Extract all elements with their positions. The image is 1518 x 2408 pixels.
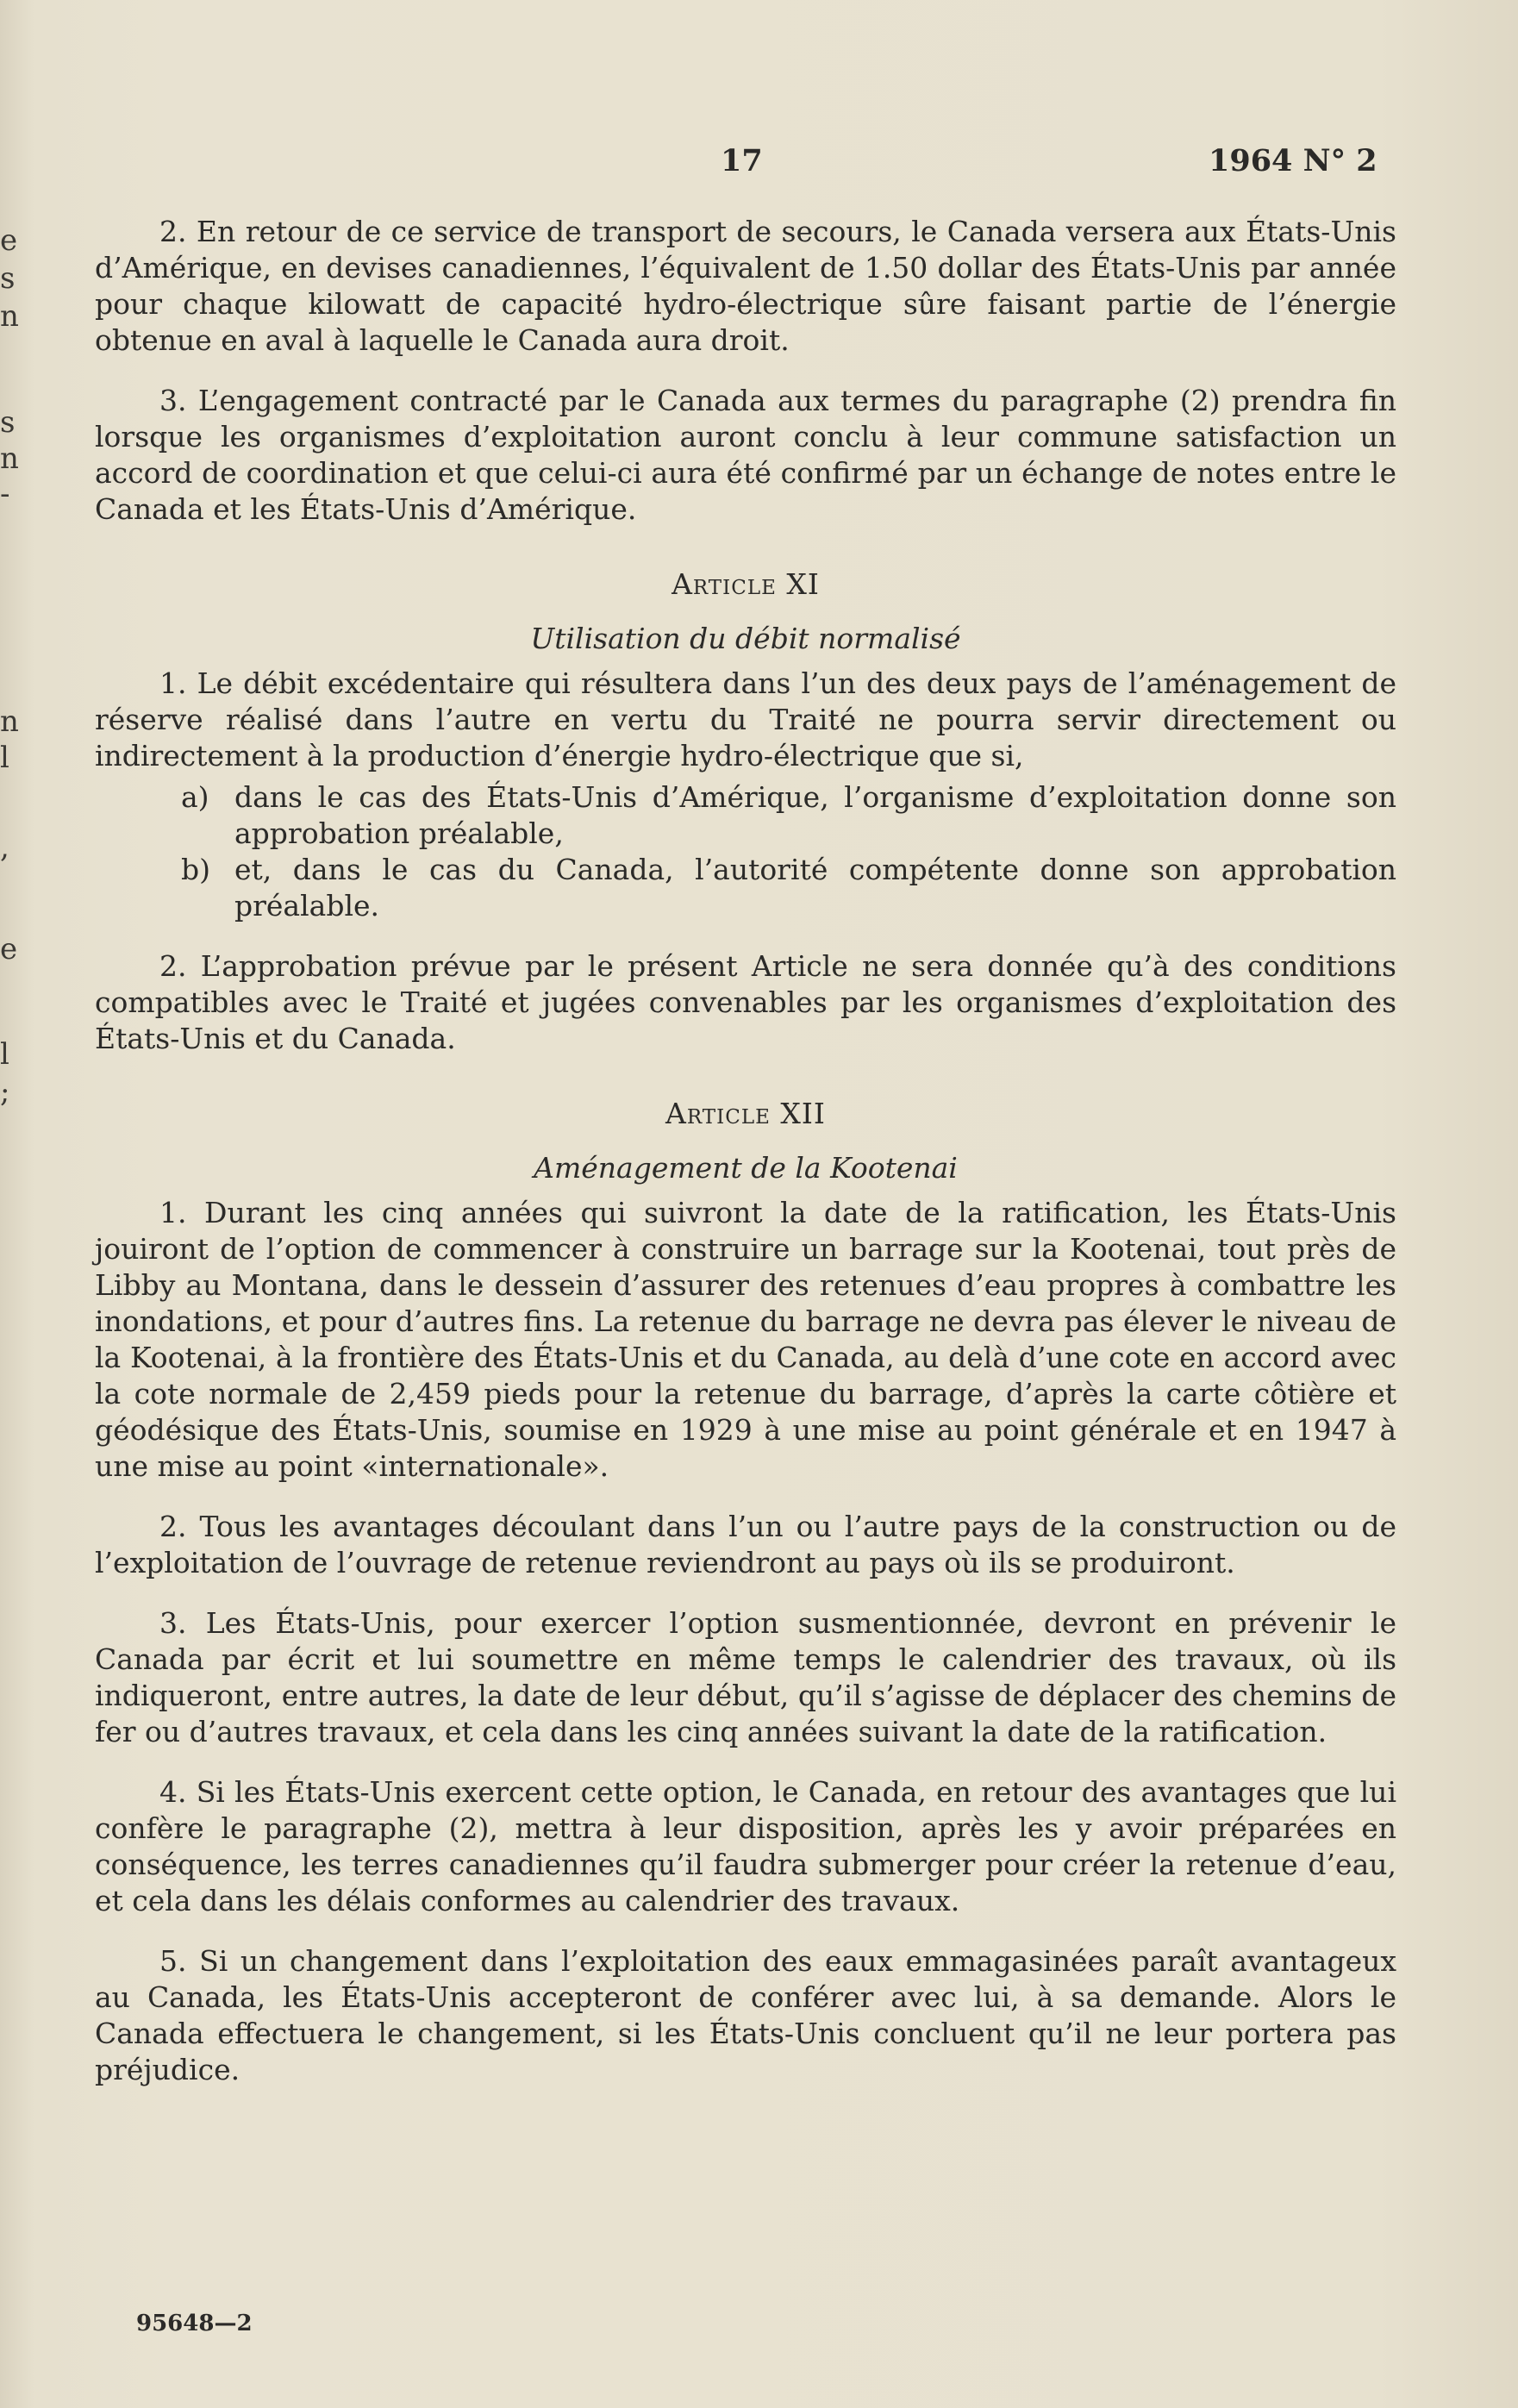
margin-mark: - <box>0 477 10 511</box>
article-heading: Article XI <box>672 567 820 601</box>
paragraph: 3. L’engagement contracté par le Canada aux termes du paragraphe (2) prendra fin lorsque les organismes d’exploitation auront conclu à leur commune satisfaction un accord de coordination et que celui-ci aura été confirmé par un échange de notes entre le Canada et les États-Unis d’Amérique. <box>95 384 1396 526</box>
article-title: Aménagement de la Kootenai <box>534 1151 958 1185</box>
paragraph: 1. Le débit excédentaire qui résultera dans l’un des deux pays de l’aménagement de réserve réalisé dans l’autre en vertu du Traité ne pourra servir directement ou indirectement à la production d’énergie hydro-électrique que si, <box>95 666 1396 772</box>
list-item-label: b) <box>181 853 210 886</box>
margin-mark: , <box>0 830 9 865</box>
margin-mark: l <box>0 1037 9 1072</box>
page-body <box>95 214 1396 2112</box>
left-margin-bleed <box>0 0 26 2408</box>
document-reference: 1964 N° 2 <box>1209 143 1377 178</box>
paragraph: 2. En retour de ce service de transport de secours, le Canada versera aux États-Unis d’Amérique, en devises canadiennes, l’équivalent de 1.50 dollar des États-Unis par année pour chaque kilowatt de capacité hydro-électrique sûre faisant partie de l’énergie obtenue en aval à laquelle le Canada aura droit. <box>95 215 1396 357</box>
margin-mark: s <box>0 261 16 296</box>
list-item <box>95 779 1396 852</box>
paragraph: 1. Durant les cinq années qui suivront la date de la ratification, les États-Unis jouiront de l’option de commencer à construire un barrage sur la Kootenai, tout près de Libby au Montana, dans le dessein d’assurer des retenues d’eau propres à combattre les inondations, et pour d’autres fins. La retenue du barrage ne devra pas élever le niveau de la Kootenai, à la frontière des États-Unis et du Canada, au delà d’une cote en accord avec la cote normale de 2,459 pieds pour la retenue du barrage, d’après la carte côtière et géodésique des États-Unis, soumise en 1929 à une mise au point générale et en 1947 à une mise au point «internationale». <box>95 1196 1396 1483</box>
list-item-text: et, dans le cas du Canada, l’autorité compétente donne son approbation préalable. <box>234 853 1396 923</box>
page-header <box>0 143 1518 186</box>
paragraph: 4. Si les États-Unis exercent cette option, le Canada, en retour des avantages que lui confère le paragraphe (2), mettra à leur disposition, après les y avoir préparées en conséquence, les terres canadiennes qu’il faudra submerger pour créer la retenue d’eau, et cela dans les délais conformes au calendrier des travaux. <box>95 1775 1396 1917</box>
list-item-text: dans le cas des États-Unis d’Amérique, l’organisme d’exploitation donne son approbation préalable, <box>234 780 1396 850</box>
margin-mark: ; <box>0 1075 10 1110</box>
page-number: 17 <box>721 143 763 178</box>
margin-mark: l <box>0 741 9 775</box>
margin-mark: n <box>0 704 19 739</box>
paragraph: 2. Tous les avantages découlant dans l’un ou l’autre pays de la construction ou de l’exploitation de l’ouvrage de retenue reviendront au pays où ils se produiront. <box>95 1510 1396 1579</box>
margin-mark: e <box>0 932 18 966</box>
paragraph: 2. L’approbation prévue par le présent Article ne sera donnée qu’à des conditions compatibles avec le Traité et jugées convenables par les organismes d’exploitation des États-Unis et du Canada. <box>95 949 1396 1055</box>
margin-mark: e <box>0 223 18 258</box>
item-list <box>95 779 1396 924</box>
list-item-label: a) <box>181 780 209 814</box>
margin-mark: n <box>0 441 19 476</box>
margin-mark: s <box>0 405 16 440</box>
margin-mark: n <box>0 299 19 334</box>
list-item <box>95 852 1396 924</box>
paragraph: 3. Les États-Unis, pour exercer l’option susmentionnée, devront en prévenir le Canada par écrit et lui soumettre en même temps le calendrier des travaux, où ils indiqueront, entre autres, la date de leur début, qu’il s’agisse de déplacer des chemins de fer ou d’autres travaux, et cela dans les cinq années suivant la date de la ratification. <box>95 1606 1396 1748</box>
printer-reference: 95648—2 <box>136 2311 253 2336</box>
article-title: Utilisation du débit normalisé <box>530 622 961 655</box>
paragraph: 5. Si un changement dans l’exploitation des eaux emmagasinées paraît avantageux au Canada, les États-Unis accepteront de conférer avec lui, à sa demande. Alors le Canada effectuera le changement, si les États-Unis concluent qu’il ne leur portera pas préjudice. <box>95 1944 1396 2086</box>
article-heading: Article XII <box>665 1097 826 1130</box>
